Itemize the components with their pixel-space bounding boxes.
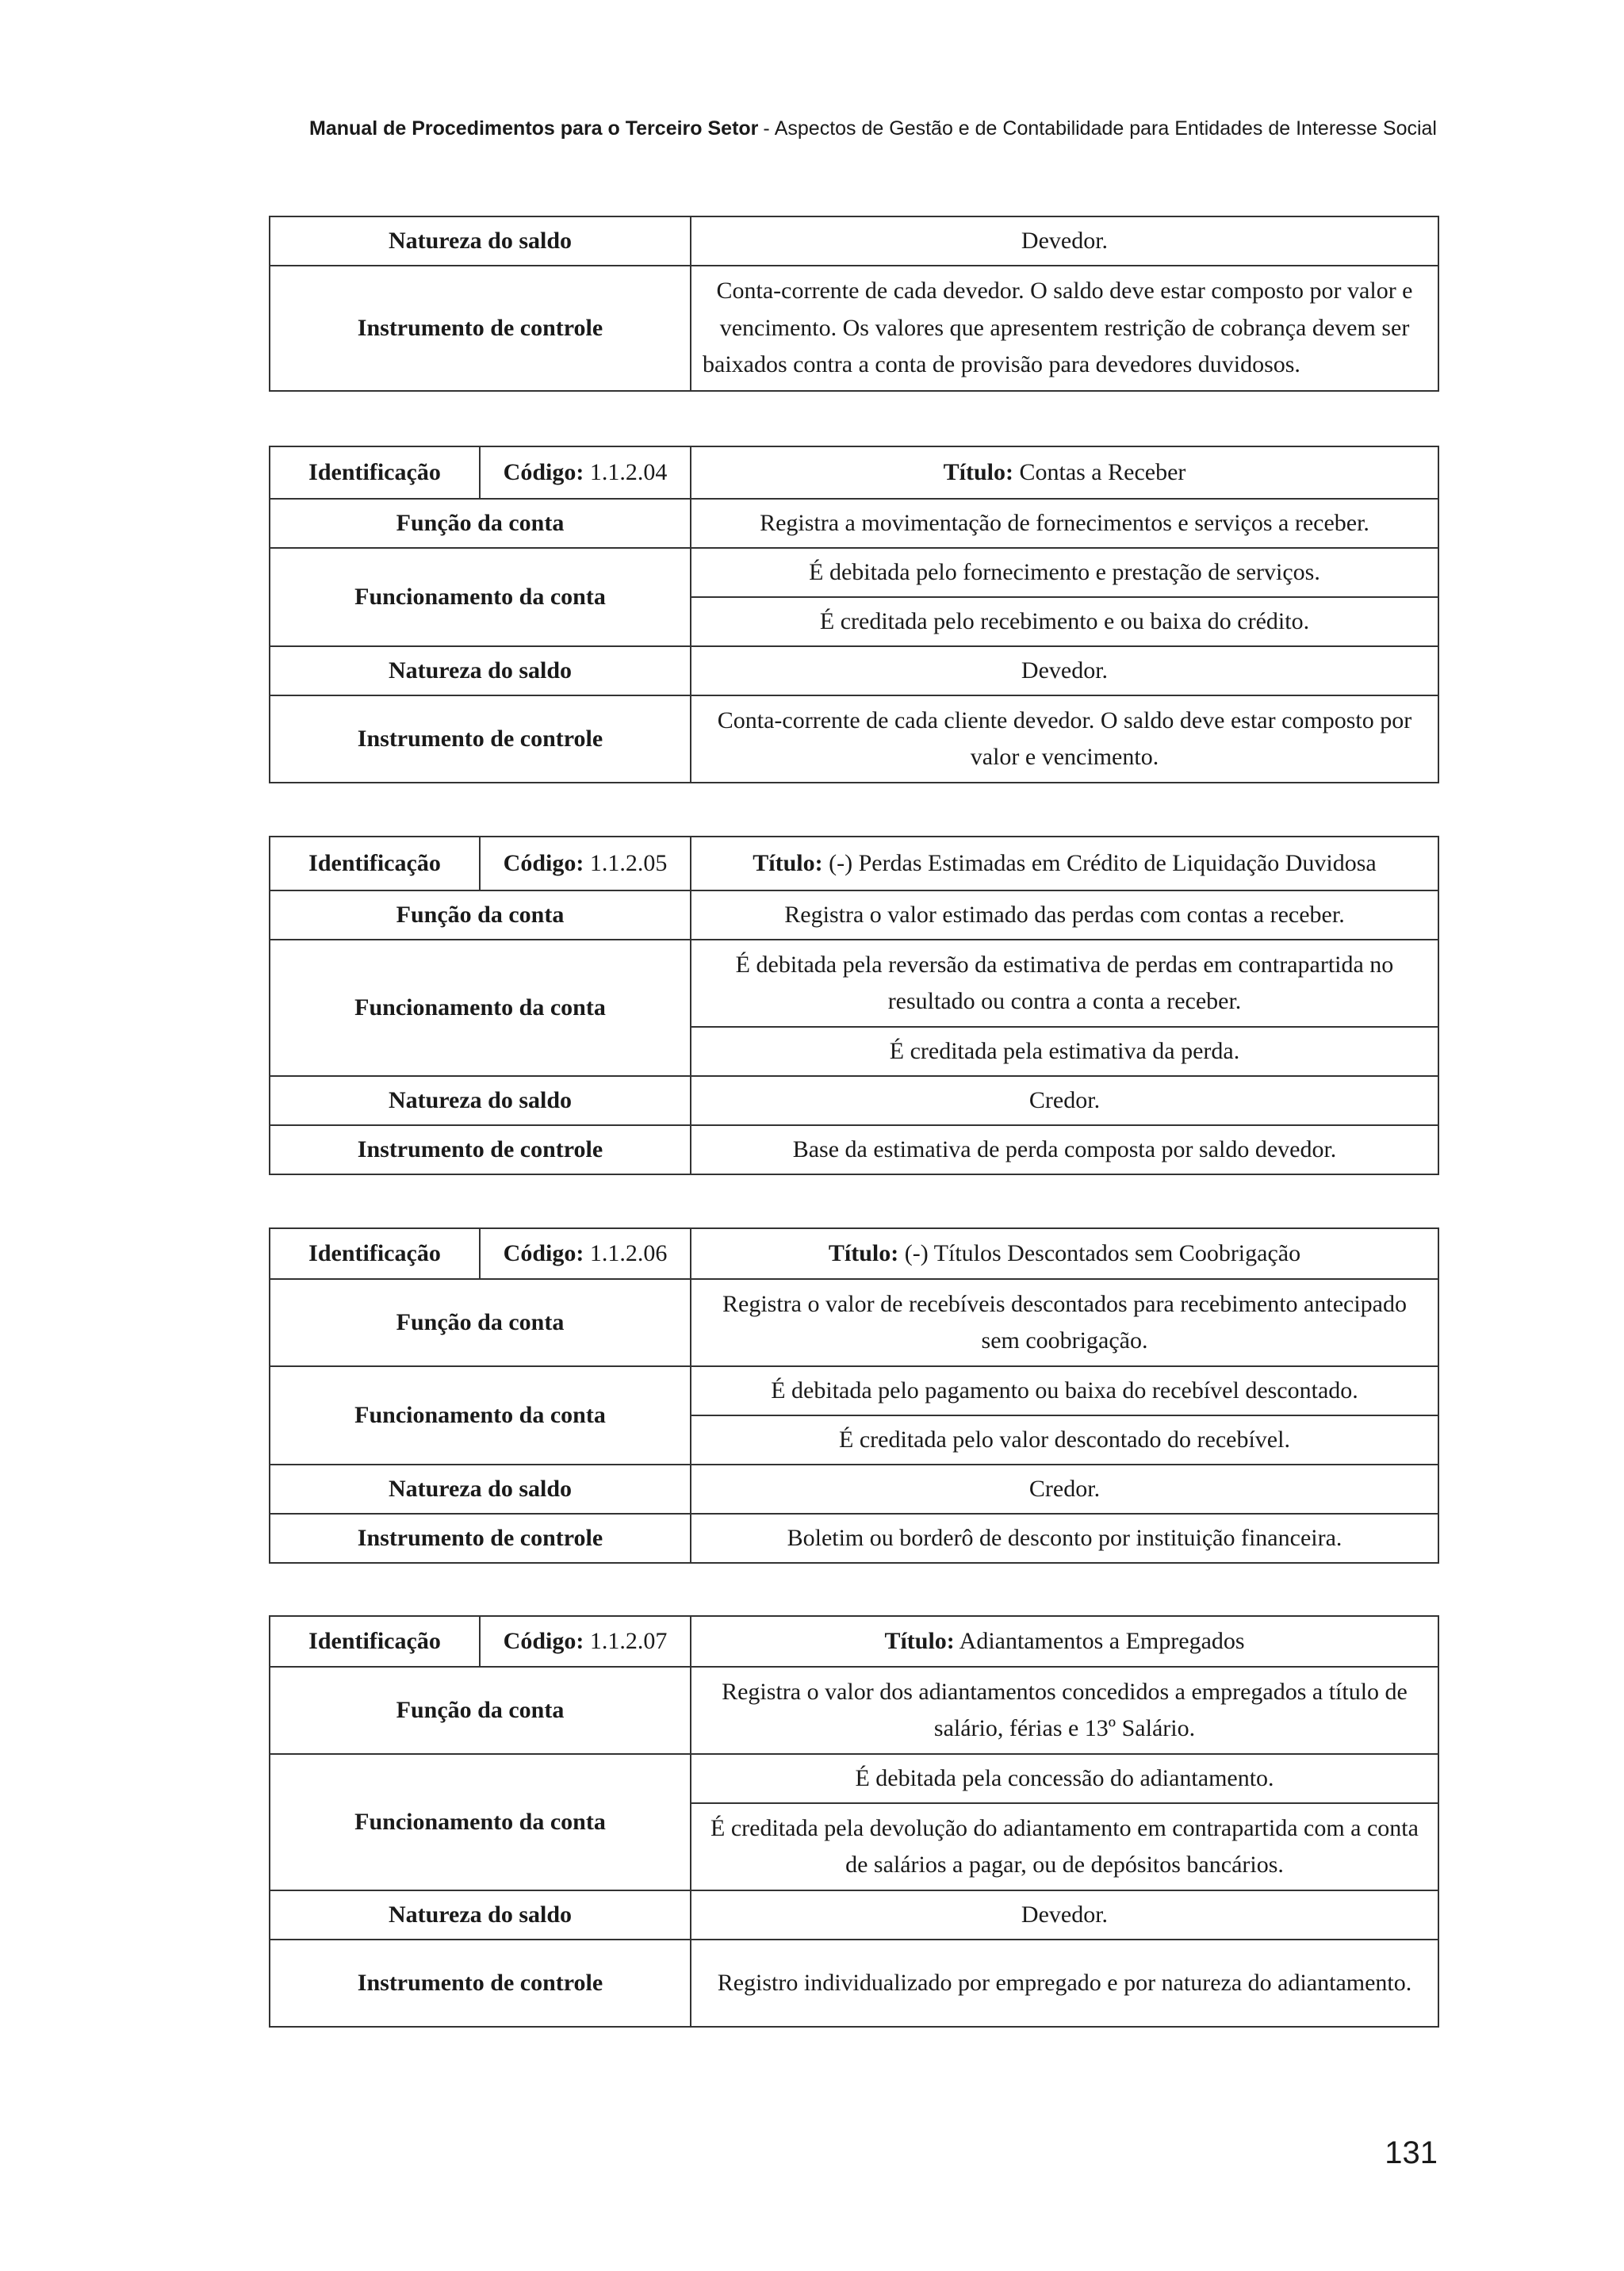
table-row [270, 1125, 1438, 1174]
table-row [270, 940, 1438, 1027]
table-row [270, 1076, 1438, 1125]
table-row [270, 216, 1438, 266]
instrumento-value: Conta-corrente de cada cliente devedor. O saldo deve estar composto por valor e vencimento. [691, 695, 1438, 783]
codigo-value: 1.1.2.06 [589, 1239, 668, 1266]
natureza-label: Natureza do saldo [270, 1465, 691, 1514]
page-number: 131 [1385, 2135, 1438, 2170]
funcionamento-label: Funcionamento da conta [270, 1754, 691, 1890]
titulo-cell [691, 446, 1438, 499]
natureza-value: Credor. [691, 1465, 1438, 1514]
funcao-value: Registra o valor dos adiantamentos concedidos a empregados a título de salário, férias e 13º Salário. [691, 1667, 1438, 1754]
account-table-1-1-2-07 [269, 1615, 1439, 2028]
table-row [270, 1465, 1438, 1514]
titulo-value: Adiantamentos a Empregados [959, 1627, 1245, 1654]
table-row [270, 1890, 1438, 1940]
natureza-label: Natureza do saldo [270, 646, 691, 695]
titulo-value: Contas a Receber [1019, 458, 1186, 485]
table-row [270, 1228, 1438, 1279]
instrumento-label: Instrumento de controle [270, 266, 691, 391]
funcao-value: Registra o valor estimado das perdas com contas a receber. [691, 890, 1438, 940]
instrumento-label: Instrumento de controle [270, 1125, 691, 1174]
titulo-cell [691, 837, 1438, 890]
instrumento-label: Instrumento de controle [270, 1514, 691, 1563]
codigo-value: 1.1.2.04 [589, 458, 668, 485]
header-separator: - [763, 117, 770, 140]
natureza-label: Natureza do saldo [270, 216, 691, 266]
funcionamento-label: Funcionamento da conta [270, 1366, 691, 1465]
identificacao-label: Identificação [270, 1228, 480, 1279]
funcao-label: Função da conta [270, 1667, 691, 1754]
debito-value: É debitada pelo fornecimento e prestação de serviços. [691, 548, 1438, 597]
table-row [270, 1940, 1438, 2027]
debito-value: É debitada pela reversão da estimativa de perdas em contrapartida no resultado ou contra a conta a receber. [691, 940, 1438, 1027]
table-row [270, 890, 1438, 940]
instrumento-value: Conta-corrente de cada devedor. O saldo deve estar composto por valor e vencimento. Os valores que apresentem restrição de cobrança devem ser baixados contra a conta de provisão para devedores duvidosos. [691, 266, 1438, 391]
codigo-label: Código: [503, 849, 584, 876]
credito-value: É creditada pelo valor descontado do recebível. [691, 1415, 1438, 1465]
table-row [270, 1514, 1438, 1563]
table-row [270, 695, 1438, 783]
titulo-label: Título: [828, 1239, 899, 1266]
identificacao-label: Identificação [270, 1616, 480, 1667]
table-row [270, 1366, 1438, 1415]
header-book-title: Manual de Procedimentos para o Terceiro Setor [309, 117, 759, 140]
funcao-value: Registra o valor de recebíveis descontados para recebimento antecipado sem coobrigação. [691, 1279, 1438, 1366]
table-row [270, 266, 1438, 391]
titulo-cell [691, 1616, 1438, 1667]
codigo-value: 1.1.2.07 [589, 1627, 668, 1654]
natureza-value: Devedor. [691, 1890, 1438, 1940]
titulo-label: Título: [753, 849, 823, 876]
account-table-1-1-2-05 [269, 836, 1439, 1175]
codigo-label: Código: [503, 1627, 584, 1654]
account-table-1-1-2-04 [269, 446, 1439, 783]
table-row [270, 1616, 1438, 1667]
instrumento-label: Instrumento de controle [270, 1940, 691, 2027]
debito-value: É debitada pelo pagamento ou baixa do recebível descontado. [691, 1366, 1438, 1415]
funcao-label: Função da conta [270, 890, 691, 940]
debito-value: É debitada pela concessão do adiantamento. [691, 1754, 1438, 1803]
codigo-cell [480, 1616, 691, 1667]
titulo-label: Título: [884, 1627, 955, 1654]
table-row [270, 446, 1438, 499]
natureza-label: Natureza do saldo [270, 1890, 691, 1940]
codigo-cell [480, 1228, 691, 1279]
codigo-cell [480, 446, 691, 499]
titulo-value: (-) Títulos Descontados sem Coobrigação [904, 1239, 1301, 1266]
natureza-label: Natureza do saldo [270, 1076, 691, 1125]
funcao-value: Registra a movimentação de fornecimentos e serviços a receber. [691, 499, 1438, 548]
table-row [270, 548, 1438, 597]
titulo-cell [691, 1228, 1438, 1279]
account-table-1-1-2-06 [269, 1227, 1439, 1564]
titulo-value: (-) Perdas Estimadas em Crédito de Liquidação Duvidosa [829, 849, 1377, 876]
codigo-cell [480, 837, 691, 890]
credito-value: É creditada pelo recebimento e ou baixa do crédito. [691, 597, 1438, 646]
table-row [270, 1667, 1438, 1754]
codigo-value: 1.1.2.05 [589, 849, 668, 876]
instrumento-value: Base da estimativa de perda composta por saldo devedor. [691, 1125, 1438, 1174]
table-row [270, 1279, 1438, 1366]
funcionamento-label: Funcionamento da conta [270, 940, 691, 1076]
codigo-label: Código: [503, 1239, 584, 1266]
titulo-label: Título: [943, 458, 1013, 485]
header-subtitle: Aspectos de Gestão e de Contabilidade para Entidades de Interesse Social [774, 117, 1437, 140]
credito-value: É creditada pela estimativa da perda. [691, 1027, 1438, 1076]
table-row [270, 499, 1438, 548]
identificacao-label: Identificação [270, 837, 480, 890]
table-row [270, 646, 1438, 695]
natureza-value: Devedor. [691, 216, 1438, 266]
instrumento-value: Registro individualizado por empregado e por natureza do adiantamento. [691, 1940, 1438, 2027]
natureza-value: Devedor. [691, 646, 1438, 695]
instrumento-label: Instrumento de controle [270, 695, 691, 783]
natureza-value: Credor. [691, 1076, 1438, 1125]
instrumento-value: Boletim ou borderô de desconto por instituição financeira. [691, 1514, 1438, 1563]
identificacao-label: Identificação [270, 446, 480, 499]
credito-value: É creditada pela devolução do adiantamento em contrapartida com a conta de salários a pagar, ou de depósitos bancários. [691, 1803, 1438, 1890]
table-row [270, 837, 1438, 890]
running-header [0, 117, 1437, 140]
funcao-label: Função da conta [270, 1279, 691, 1366]
codigo-label: Código: [503, 458, 584, 485]
account-table-continued [269, 216, 1439, 392]
funcionamento-label: Funcionamento da conta [270, 548, 691, 646]
funcao-label: Função da conta [270, 499, 691, 548]
table-row [270, 1754, 1438, 1803]
